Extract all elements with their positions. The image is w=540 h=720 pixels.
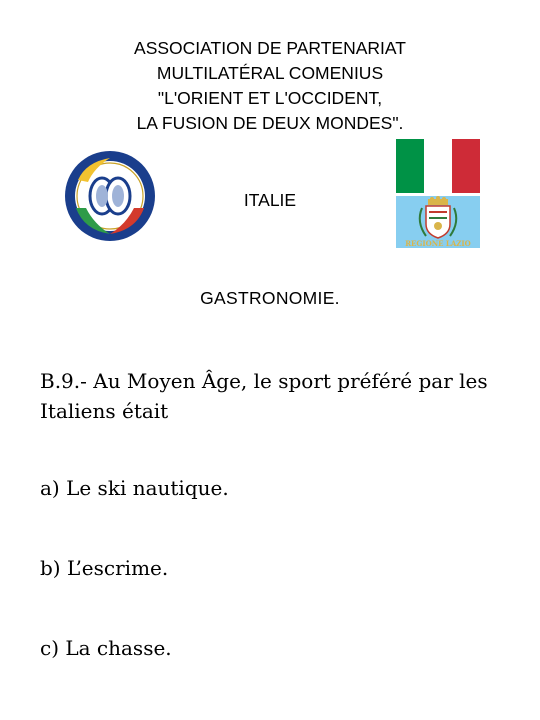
title-line-2: MULTILATÉRAL COMENIUS: [156, 63, 384, 83]
title-line-4: LA FUSION DE DEUX MONDES".: [136, 113, 404, 133]
answer-b: b) L’escrime.: [40, 556, 169, 580]
region-label: REGIONE LAZIO: [405, 239, 471, 248]
topic-label: GASTRONOMIE.: [200, 288, 340, 308]
answer-a: a) Le ski nautique.: [40, 476, 229, 500]
italy-flag-icon: [396, 139, 480, 193]
question-text: B.9.- Au Moyen Âge, le sport préféré par les Italiens était: [40, 369, 488, 423]
answer-c: c) La chasse.: [40, 636, 172, 660]
comenius-logo-icon: [64, 150, 156, 242]
title-line-1: ASSOCIATION DE PARTENARIAT: [134, 38, 406, 58]
title-line-3: "L'ORIENT ET L'OCCIDENT,: [157, 88, 383, 108]
lazio-region-emblem-icon: [396, 196, 480, 248]
country-label: ITALIE: [243, 190, 297, 210]
document-title: [60, 36, 480, 136]
